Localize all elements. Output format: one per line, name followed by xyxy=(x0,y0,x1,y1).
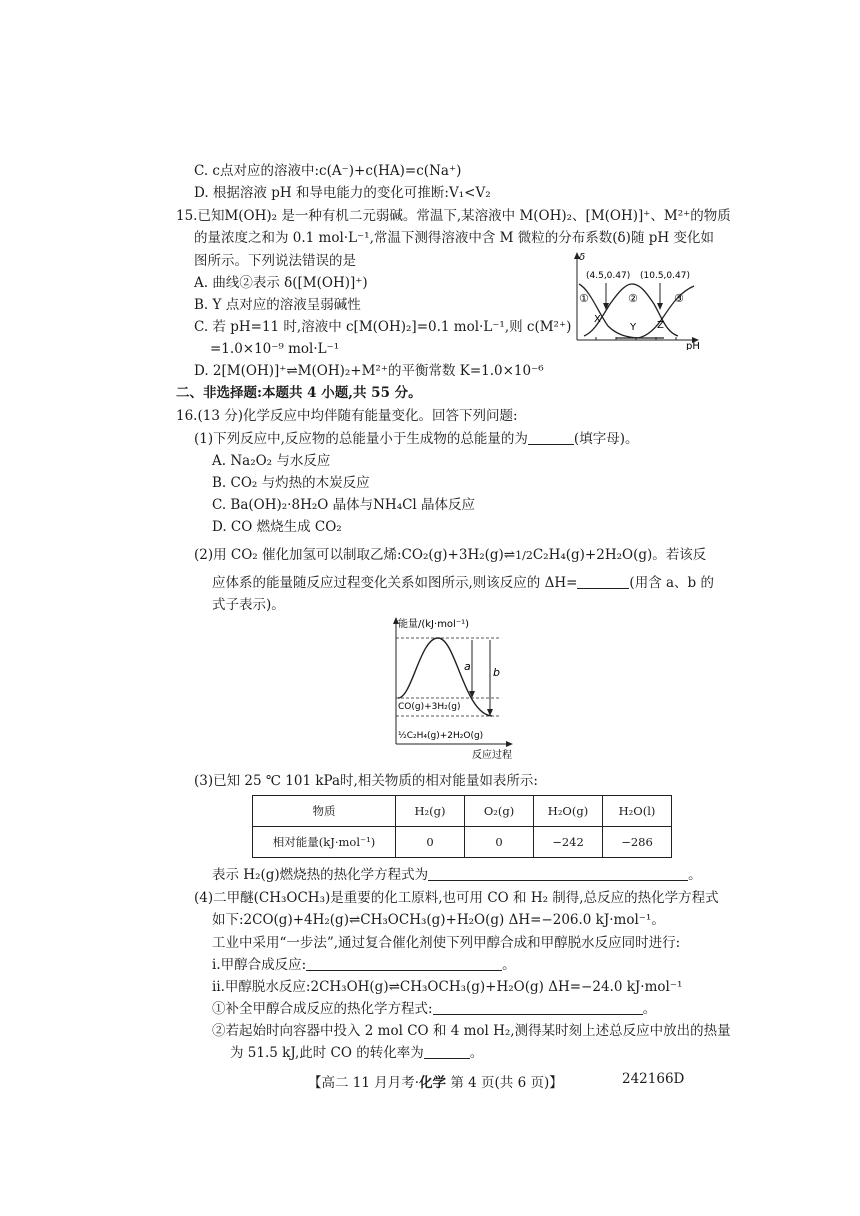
table-header-row xyxy=(253,796,672,827)
footer-subject: 化学 xyxy=(419,1075,447,1091)
q16-part1-tail: (填字母)。 xyxy=(573,431,639,447)
q16-part2-line3: 式子表示)。 xyxy=(212,597,285,613)
footer-page-number: 第 4 页(共 6 页)】 xyxy=(446,1075,563,1091)
q16-part4-q1-end: 。 xyxy=(642,1001,657,1017)
q16-part1 xyxy=(194,430,638,448)
q14-option-d: D. 根据溶液 pH 和导电能力的变化可推断:V₁<V₂ xyxy=(194,185,491,201)
table-header-cell: H₂O(l) xyxy=(603,796,672,827)
graph-y-label: δ xyxy=(579,252,586,263)
point-y-label: Y xyxy=(630,322,637,333)
q16-part4-q1 xyxy=(212,1000,656,1018)
q15-option-c-line1: C. 若 pH=11 时,溶液中 c[M(OH)₂]=0.1 mol·L⁻¹,则 c(M²⁺) xyxy=(194,319,572,335)
relative-energy-table xyxy=(252,795,672,858)
table-header-cell: 物质 xyxy=(253,796,396,827)
q16-part4-q1-blank[interactable] xyxy=(433,1000,643,1015)
section-2-heading: 二、非选择题:本题共 4 小题,共 55 分。 xyxy=(176,385,422,401)
q16-part4-q1-text: ①补全甲醇合成反应的热化学方程式: xyxy=(212,1001,433,1017)
q15-option-d: D. 2[M(OH)]⁺⇌M(OH)₂+M²⁺的平衡常数 K=1.0×10⁻⁶ xyxy=(194,363,544,379)
q15-stem-line2: 的量浓度之和为 0.1 mol·L⁻¹,常温下测得溶液中含 M 微粒的分布系数(δ)随 pH 变化如 xyxy=(194,230,714,246)
q16-part2-blank[interactable] xyxy=(577,574,629,589)
label-b: b xyxy=(493,666,500,679)
q16-part4-q2-line1: ②若起始时向容器中投入 2 mol CO 和 4 mol H₂,测得某时刻上述总反应中放出的热量 xyxy=(212,1023,731,1039)
table-cell: −242 xyxy=(534,827,603,858)
q16-part1-option-d: D. CO 燃烧生成 CO₂ xyxy=(212,519,342,535)
point2-label: (10.5,0.47) xyxy=(640,271,690,281)
table-row xyxy=(253,827,672,858)
q16-part4-line3: 工业中采用“一步法”,通过复合催化剂使下列甲醇合成和甲醇脱水反应同时进行: xyxy=(212,935,681,951)
q16-part2-text2: C₂H₄(g)+2H₂O(g)。若该反 xyxy=(532,547,707,563)
q15-stem-line3: 图所示。下列说法错误的是 xyxy=(194,253,356,269)
q16-part4-ii: ⅱ.甲醇脱水反应:2CH₃OH(g)⇌CH₃OCH₃(g)+H₂O(g) ΔH=−24.0 kJ·mol⁻¹ xyxy=(212,979,683,995)
q16-part4-q2-end: 。 xyxy=(469,1045,484,1061)
energy-diagram xyxy=(380,614,520,764)
q15-option-a: A. 曲线②表示 δ([M(OH)]⁺) xyxy=(194,275,368,291)
label-a: a xyxy=(464,660,471,673)
q16-part2-text1: (2)用 CO₂ 催化加氢可以制取乙烯:CO₂(g)+3H₂(g)⇌ xyxy=(194,547,516,563)
q16-part3-end: 。 xyxy=(688,867,702,883)
arrow-z-head xyxy=(657,303,663,310)
q16-part4-q2-blank[interactable] xyxy=(424,1044,470,1059)
reactants-label: CO(g)+3H₂(g) xyxy=(398,702,461,712)
point1-label: (4.5,0.47) xyxy=(586,271,631,281)
q16-part1-option-c: C. Ba(OH)₂·8H₂O 晶体与NH₄Cl 晶体反应 xyxy=(212,497,476,513)
q15-option-b: B. Y 点对应的溶液呈弱碱性 xyxy=(194,297,361,313)
q16-part1-text: (1)下列反应中,反应物的总能量小于生成物的总能量的为 xyxy=(194,431,528,447)
table-cell: 0 xyxy=(396,827,465,858)
footer-code: 242166D xyxy=(622,1071,685,1087)
q16-part4-i-end: 。 xyxy=(502,957,516,973)
energy-x-axis-arrow xyxy=(506,741,513,747)
q16-part2-text3: 应体系的能量随反应过程变化关系如图所示,则该反应的 ΔH= xyxy=(212,575,578,591)
q15-stem-line1: 15.已知M(OH)₂ 是一种有机二元弱碱。常温下,某溶液中 M(OH)₂、[M(OH)]⁺、M²⁺的物质 xyxy=(176,208,731,224)
products-label: ½C₂H₄(g)+2H₂O(g) xyxy=(398,731,484,741)
graph-x-label: pH xyxy=(686,341,700,350)
q16-part1-option-b: B. CO₂ 与灼热的木炭反应 xyxy=(212,475,370,491)
energy-y-label: 能量/(kJ·mol⁻¹) xyxy=(398,619,470,630)
energy-x-label: 反应过程 xyxy=(472,750,512,761)
q16-part3: (3)已知 25 ℃ 101 kPa时,相关物质的相对能量如表所示: xyxy=(194,773,538,789)
q16-part3-ask xyxy=(212,866,702,884)
table-cell: −286 xyxy=(603,827,672,858)
table-header-cell: H₂(g) xyxy=(396,796,465,827)
q16-part1-option-a: A. Na₂O₂ 与水反应 xyxy=(212,453,331,469)
q16-part2-text4: (用含 a、b 的 xyxy=(629,575,714,591)
table-header-cell: O₂(g) xyxy=(465,796,534,827)
q16-part3-ask-text: 表示 H₂(g)燃烧热的热化学方程式为 xyxy=(212,867,429,883)
q16-stem: 16.(13 分)化学反应中均伴随有能量变化。回答下列问题: xyxy=(176,408,518,424)
point-z-label: Z xyxy=(657,320,664,331)
footer-title-left: 【高二 11 月月考· xyxy=(308,1075,420,1091)
table-header-cell: H₂O(g) xyxy=(534,796,603,827)
curve1-label: ① xyxy=(579,292,589,305)
q16-part4-i-blank[interactable] xyxy=(306,956,502,971)
table-row-label: 相对能量(kJ·mol⁻¹) xyxy=(253,827,396,858)
q16-part4-line1: (4)二甲醚(CH₃OCH₃)是重要的化工原料,也可用 CO 和 H₂ 制得,总反应的热化学方程式 xyxy=(194,890,719,906)
q16-part3-blank[interactable] xyxy=(428,866,688,881)
q16-part2-line1 xyxy=(194,546,706,565)
q15-option-c-line2: =1.0×10⁻⁹ mol·L⁻¹ xyxy=(210,341,340,357)
page-footer xyxy=(308,1071,563,1091)
curve3-label: ③ xyxy=(674,292,684,305)
q16-part2-fraction: 1/2 xyxy=(515,549,533,562)
q16-part4-line2: 如下:2CO(g)+4H₂(g)⇌CH₃OCH₃(g)+H₂O(g) ΔH=−206.0 kJ·mol⁻¹。 xyxy=(212,912,665,928)
q16-part4-i xyxy=(212,956,516,974)
q16-part1-blank[interactable] xyxy=(528,430,574,445)
table-cell: 0 xyxy=(465,827,534,858)
point-x-label: X xyxy=(594,314,601,325)
q16-part4-q2-text: 为 51.5 kJ,此时 CO 的转化率为 xyxy=(230,1045,424,1061)
distribution-graph xyxy=(566,250,706,350)
q16-part2-line2 xyxy=(212,574,714,592)
q14-option-c: C. c点对应的溶液中:c(A⁻)+c(HA)=c(Na⁺) xyxy=(194,163,462,179)
curve2-label: ② xyxy=(628,292,638,305)
q16-part4-i-text: ⅰ.甲醇合成反应: xyxy=(212,957,307,973)
q16-part4-q2-line2 xyxy=(230,1044,483,1062)
